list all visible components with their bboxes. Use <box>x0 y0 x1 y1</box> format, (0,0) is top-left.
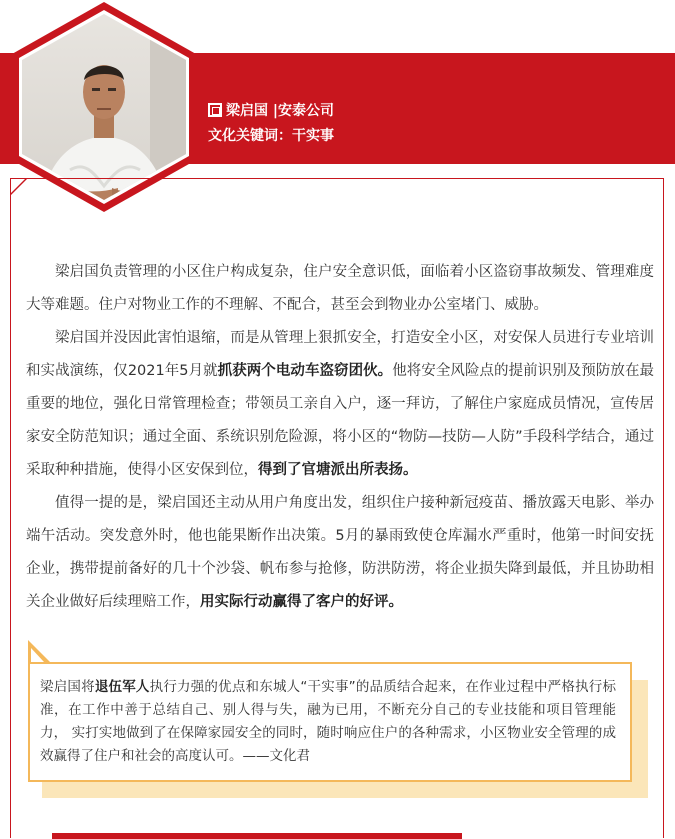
paragraph-1: 梁启国负责管理的小区住户构成复杂，住户安全意识低，面临着小区盗窃事故频发、管理难度大等难题。住户对物业工作的不理解、不配合，甚至会到物业办公室堵门、威胁。 <box>26 264 654 313</box>
frame-corner-inner <box>11 179 25 193</box>
quote-tab-decoration <box>26 640 54 664</box>
bottom-divider <box>52 833 462 839</box>
article-body <box>26 256 654 619</box>
square-bullet-icon <box>208 103 222 117</box>
name-line <box>208 99 334 121</box>
paragraph-2: 梁启国并没因此害怕退缩，而是从管理上狠抓安全，打造安全小区，对安保人员进行专业培训和实战演练，仅2021年5月就抓获两个电动车盗窃团伙。他将安全风险点的提前识别及预防放在最重要的地位，强化日常管理检查；带领员工亲自入户，逐一拜访，了解住户家庭成员情况，宣传居家安全防范知识；通过全面、系统识别危险源，将小区的“物防—技防—人防”手段科学结合，通过采取种种措施，使得小区安保到位，得到了官塘派出所表扬。 <box>26 330 654 478</box>
highlight-veteran: 退伍军人 <box>94 679 150 695</box>
summary-quote: 梁启国将退伍军人执行力强的优点和东城人“干实事”的品质结合起来，在作业过程中严格执行标准，在工作中善于总结自己、别人得与失，融为已用，不断充分自己的专业技能和项目管理能力， 实打实地做到了在保障家园安全的同时，随时响应住户的各种需求，小区物业安全管理的成效赢得了住户和社会的高度认可。——文化君 <box>28 662 632 782</box>
culture-keyword: 文化关键词：干实事 <box>208 128 334 144</box>
highlight-customer-praise: 用实际行动赢得了客户的好评。 <box>200 594 403 610</box>
header-info <box>208 99 334 145</box>
highlight-arrest: 抓获两个电动车盗窃团伙。 <box>217 363 393 379</box>
name-company: 梁启国 |安泰公司 <box>226 103 334 119</box>
highlight-police-praise: 得到了官塘派出所表扬。 <box>258 462 418 478</box>
paragraph-3: 值得一提的是，梁启国还主动从用户角度出发，组织住户接种新冠疫苗、播放露天电影、举办端午活动。突发意外时，他也能果断作出决策。5月的暴雨致使仓库漏水严重时，他第一时间安抚企业，携带提前备好的几十个沙袋、帆布参与抢修，防洪防涝，将企业损失降到最低，并且协助相关企业做好后续理赔工作，用实际行动赢得了客户的好评。 <box>26 495 654 610</box>
